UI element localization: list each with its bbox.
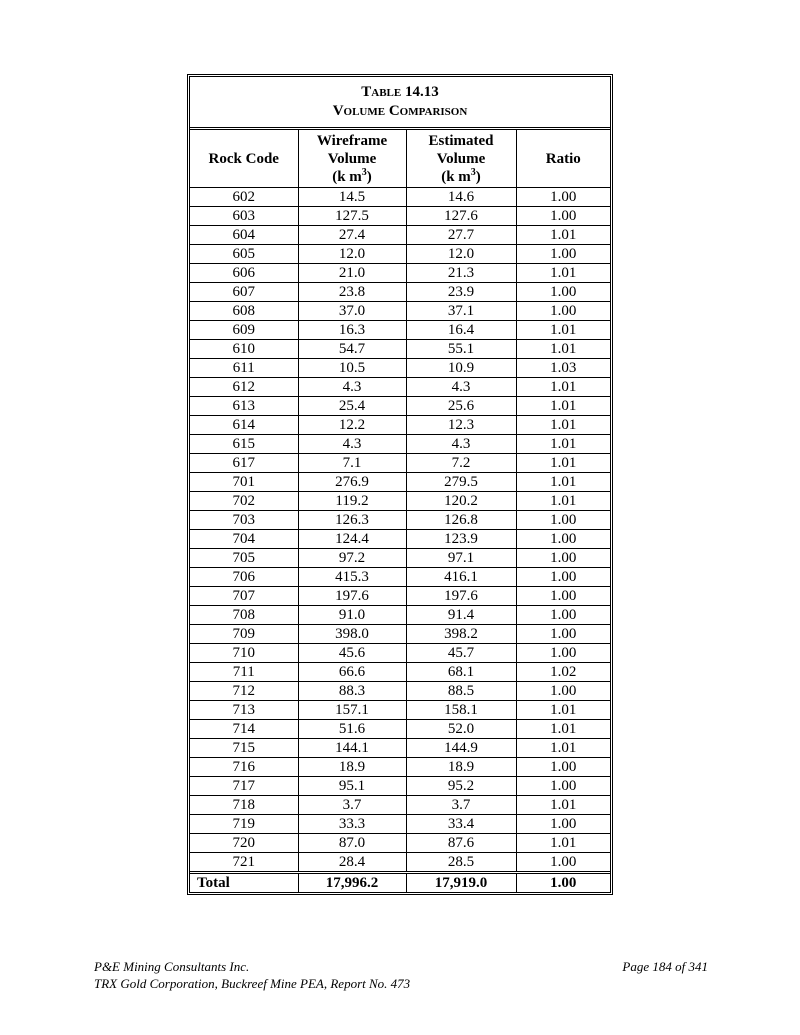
cell-rock-code: 703 [190,511,298,530]
cell-estimated-volume: 25.6 [406,397,516,416]
cell-rock-code: 612 [190,378,298,397]
cell-estimated-volume: 23.9 [406,283,516,302]
cell-rock-code: 707 [190,587,298,606]
cell-rock-code: 712 [190,682,298,701]
table-row [190,397,610,416]
cell-rock-code: 607 [190,283,298,302]
table-row [190,606,610,625]
cell-estimated-volume: 126.8 [406,511,516,530]
cell-estimated-volume: 7.2 [406,454,516,473]
cell-ratio: 1.00 [516,606,610,625]
cell-estimated-volume: 144.9 [406,739,516,758]
footer-left [94,958,410,992]
cell-ratio: 1.01 [516,264,610,283]
footer-company: P&E Mining Consultants Inc. [94,959,250,974]
cell-rock-code: 716 [190,758,298,777]
cell-estimated-volume: 68.1 [406,663,516,682]
cell-estimated-volume: 10.9 [406,359,516,378]
cell-rock-code: 704 [190,530,298,549]
cell-rock-code: 708 [190,606,298,625]
table-row [190,435,610,454]
cell-ratio: 1.01 [516,397,610,416]
cell-ratio: 1.01 [516,378,610,397]
cell-rock-code: 711 [190,663,298,682]
cell-estimated-volume: 158.1 [406,701,516,720]
cell-estimated-volume: 127.6 [406,207,516,226]
cell-rock-code: 701 [190,473,298,492]
table-row [190,245,610,264]
cell-estimated-volume: 3.7 [406,796,516,815]
table-row [190,321,610,340]
cell-estimated-volume: 33.4 [406,815,516,834]
cell-ratio: 1.01 [516,473,610,492]
cell-wireframe-volume: 7.1 [298,454,406,473]
cell-ratio: 1.00 [516,283,610,302]
cell-wireframe-volume: 88.3 [298,682,406,701]
table-row [190,682,610,701]
table-row [190,454,610,473]
cell-wireframe-volume: 398.0 [298,625,406,644]
cell-ratio: 1.00 [516,777,610,796]
cell-wireframe-volume: 12.0 [298,245,406,264]
cell-wireframe-volume: 144.1 [298,739,406,758]
table-row [190,283,610,302]
cell-wireframe-volume: 66.6 [298,663,406,682]
cell-ratio: 1.01 [516,416,610,435]
cell-wireframe-volume: 21.0 [298,264,406,283]
header-ratio: Ratio [516,129,610,188]
cell-estimated-volume: 55.1 [406,340,516,359]
cell-rock-code: 613 [190,397,298,416]
header-wireframe-volume [298,129,406,188]
cell-ratio: 1.00 [516,682,610,701]
header-estimated-volume [406,129,516,188]
cell-ratio: 1.01 [516,796,610,815]
cell-ratio: 1.01 [516,226,610,245]
cell-rock-code: 610 [190,340,298,359]
cell-rock-code: 721 [190,853,298,873]
cell-wireframe-volume: 126.3 [298,511,406,530]
cell-ratio: 1.00 [516,853,610,873]
cell-estimated-volume: 279.5 [406,473,516,492]
cell-wireframe-volume: 97.2 [298,549,406,568]
cell-rock-code: 702 [190,492,298,511]
header-rock-code: Rock Code [190,129,298,188]
cell-estimated-volume: 28.5 [406,853,516,873]
cell-rock-code: 710 [190,644,298,663]
cell-rock-code: 614 [190,416,298,435]
cell-estimated-volume: 4.3 [406,378,516,397]
cell-wireframe-volume: 28.4 [298,853,406,873]
cell-ratio: 1.00 [516,530,610,549]
table-row [190,758,610,777]
total-ratio: 1.00 [516,873,610,893]
cell-wireframe-volume: 16.3 [298,321,406,340]
header-wireframe-unit: (k $m^3$) [332,166,372,185]
cell-wireframe-volume: 95.1 [298,777,406,796]
cell-estimated-volume: 197.6 [406,587,516,606]
cell-ratio: 1.01 [516,720,610,739]
cell-wireframe-volume: 12.2 [298,416,406,435]
cell-wireframe-volume: 157.1 [298,701,406,720]
cell-ratio: 1.01 [516,435,610,454]
cell-rock-code: 705 [190,549,298,568]
cell-ratio: 1.01 [516,340,610,359]
cell-estimated-volume: 120.2 [406,492,516,511]
cell-wireframe-volume: 14.5 [298,188,406,207]
table-row [190,340,610,359]
table-row [190,416,610,435]
table-row [190,834,610,853]
cell-rock-code: 714 [190,720,298,739]
cell-estimated-volume: 95.2 [406,777,516,796]
cell-ratio: 1.01 [516,454,610,473]
cell-ratio: 1.00 [516,511,610,530]
cell-wireframe-volume: 45.6 [298,644,406,663]
cell-rock-code: 602 [190,188,298,207]
header-wireframe-line2: Volume [327,150,377,167]
cell-estimated-volume: 12.0 [406,245,516,264]
table-row [190,530,610,549]
cell-estimated-volume: 37.1 [406,302,516,321]
cell-ratio: 1.00 [516,549,610,568]
cell-ratio: 1.01 [516,739,610,758]
table-row [190,188,610,207]
table-row [190,853,610,873]
cell-wireframe-volume: 4.3 [298,435,406,454]
table-row [190,207,610,226]
cell-wireframe-volume: 33.3 [298,815,406,834]
table-row [190,587,610,606]
table-row [190,302,610,321]
cell-estimated-volume: 416.1 [406,568,516,587]
cell-estimated-volume: 18.9 [406,758,516,777]
cell-wireframe-volume: 25.4 [298,397,406,416]
cell-rock-code: 706 [190,568,298,587]
cell-ratio: 1.00 [516,302,610,321]
footer-page-number: Page 184 of 341 [622,959,708,974]
table-row [190,378,610,397]
total-wireframe-volume: 17,996.2 [298,873,406,893]
table-row [190,492,610,511]
table-row [190,625,610,644]
cell-wireframe-volume: 119.2 [298,492,406,511]
table-row [190,796,610,815]
cell-ratio: 1.00 [516,188,610,207]
table-row [190,473,610,492]
cell-wireframe-volume: 124.4 [298,530,406,549]
cell-rock-code: 609 [190,321,298,340]
cell-wireframe-volume: 3.7 [298,796,406,815]
cell-wireframe-volume: 127.5 [298,207,406,226]
cell-estimated-volume: 27.7 [406,226,516,245]
cell-wireframe-volume: 18.9 [298,758,406,777]
cell-ratio: 1.01 [516,701,610,720]
cell-estimated-volume: 4.3 [406,435,516,454]
table-row [190,777,610,796]
cell-estimated-volume: 12.3 [406,416,516,435]
table-row [190,511,610,530]
cell-ratio: 1.00 [516,625,610,644]
cell-wireframe-volume: 23.8 [298,283,406,302]
cell-ratio: 1.00 [516,587,610,606]
header-estimated-unit: (k $m^3$) [441,166,481,185]
cell-rock-code: 606 [190,264,298,283]
cell-rock-code: 719 [190,815,298,834]
cell-wireframe-volume: 27.4 [298,226,406,245]
table-body [190,188,610,893]
cell-wireframe-volume: 51.6 [298,720,406,739]
cell-wireframe-volume: 54.7 [298,340,406,359]
cell-ratio: 1.00 [516,568,610,587]
cell-rock-code: 611 [190,359,298,378]
cell-rock-code: 604 [190,226,298,245]
cell-estimated-volume: 91.4 [406,606,516,625]
table-row [190,264,610,283]
cell-rock-code: 713 [190,701,298,720]
cell-wireframe-volume: 197.6 [298,587,406,606]
cell-rock-code: 720 [190,834,298,853]
cell-rock-code: 709 [190,625,298,644]
cell-ratio: 1.01 [516,834,610,853]
cell-rock-code: 608 [190,302,298,321]
cell-wireframe-volume: 415.3 [298,568,406,587]
table-row [190,815,610,834]
table-row [190,226,610,245]
cell-estimated-volume: 123.9 [406,530,516,549]
total-estimated-volume: 17,919.0 [406,873,516,893]
cell-wireframe-volume: 276.9 [298,473,406,492]
table-row [190,644,610,663]
cell-rock-code: 605 [190,245,298,264]
cell-ratio: 1.01 [516,492,610,511]
table-title: Volume Comparison [332,103,468,119]
cell-estimated-volume: 52.0 [406,720,516,739]
table-row [190,663,610,682]
header-estimated-line2: Volume [436,150,486,167]
cell-estimated-volume: 398.2 [406,625,516,644]
header-row [190,129,610,188]
cell-ratio: 1.02 [516,663,610,682]
footer-report: TRX Gold Corporation, Buckreef Mine PEA, Report No. 473 [94,976,411,991]
volume-comparison-table [187,74,613,895]
cell-ratio: 1.03 [516,359,610,378]
total-row [190,873,610,893]
cell-rock-code: 615 [190,435,298,454]
total-label: Total [190,873,298,893]
table-row [190,359,610,378]
cell-wireframe-volume: 10.5 [298,359,406,378]
table-row [190,739,610,758]
table-number: Table 14.13 [361,84,439,100]
cell-ratio: 1.00 [516,207,610,226]
cell-estimated-volume: 14.6 [406,188,516,207]
table-row [190,568,610,587]
table-row [190,549,610,568]
cell-wireframe-volume: 37.0 [298,302,406,321]
cell-rock-code: 617 [190,454,298,473]
cell-rock-code: 717 [190,777,298,796]
header-estimated-line1: Estimated [428,132,494,149]
cell-wireframe-volume: 91.0 [298,606,406,625]
cell-rock-code: 718 [190,796,298,815]
cell-rock-code: 603 [190,207,298,226]
cell-estimated-volume: 21.3 [406,264,516,283]
cell-estimated-volume: 16.4 [406,321,516,340]
cell-ratio: 1.00 [516,245,610,264]
cell-wireframe-volume: 4.3 [298,378,406,397]
cell-ratio: 1.00 [516,758,610,777]
cell-estimated-volume: 88.5 [406,682,516,701]
table-row [190,701,610,720]
cell-estimated-volume: 45.7 [406,644,516,663]
cell-rock-code: 715 [190,739,298,758]
header-wireframe-line1: Wireframe [316,132,388,149]
table-caption [190,77,610,129]
table-row [190,720,610,739]
cell-estimated-volume: 87.6 [406,834,516,853]
cell-wireframe-volume: 87.0 [298,834,406,853]
cell-ratio: 1.00 [516,644,610,663]
cell-estimated-volume: 97.1 [406,549,516,568]
cell-ratio: 1.01 [516,321,610,340]
cell-ratio: 1.00 [516,815,610,834]
